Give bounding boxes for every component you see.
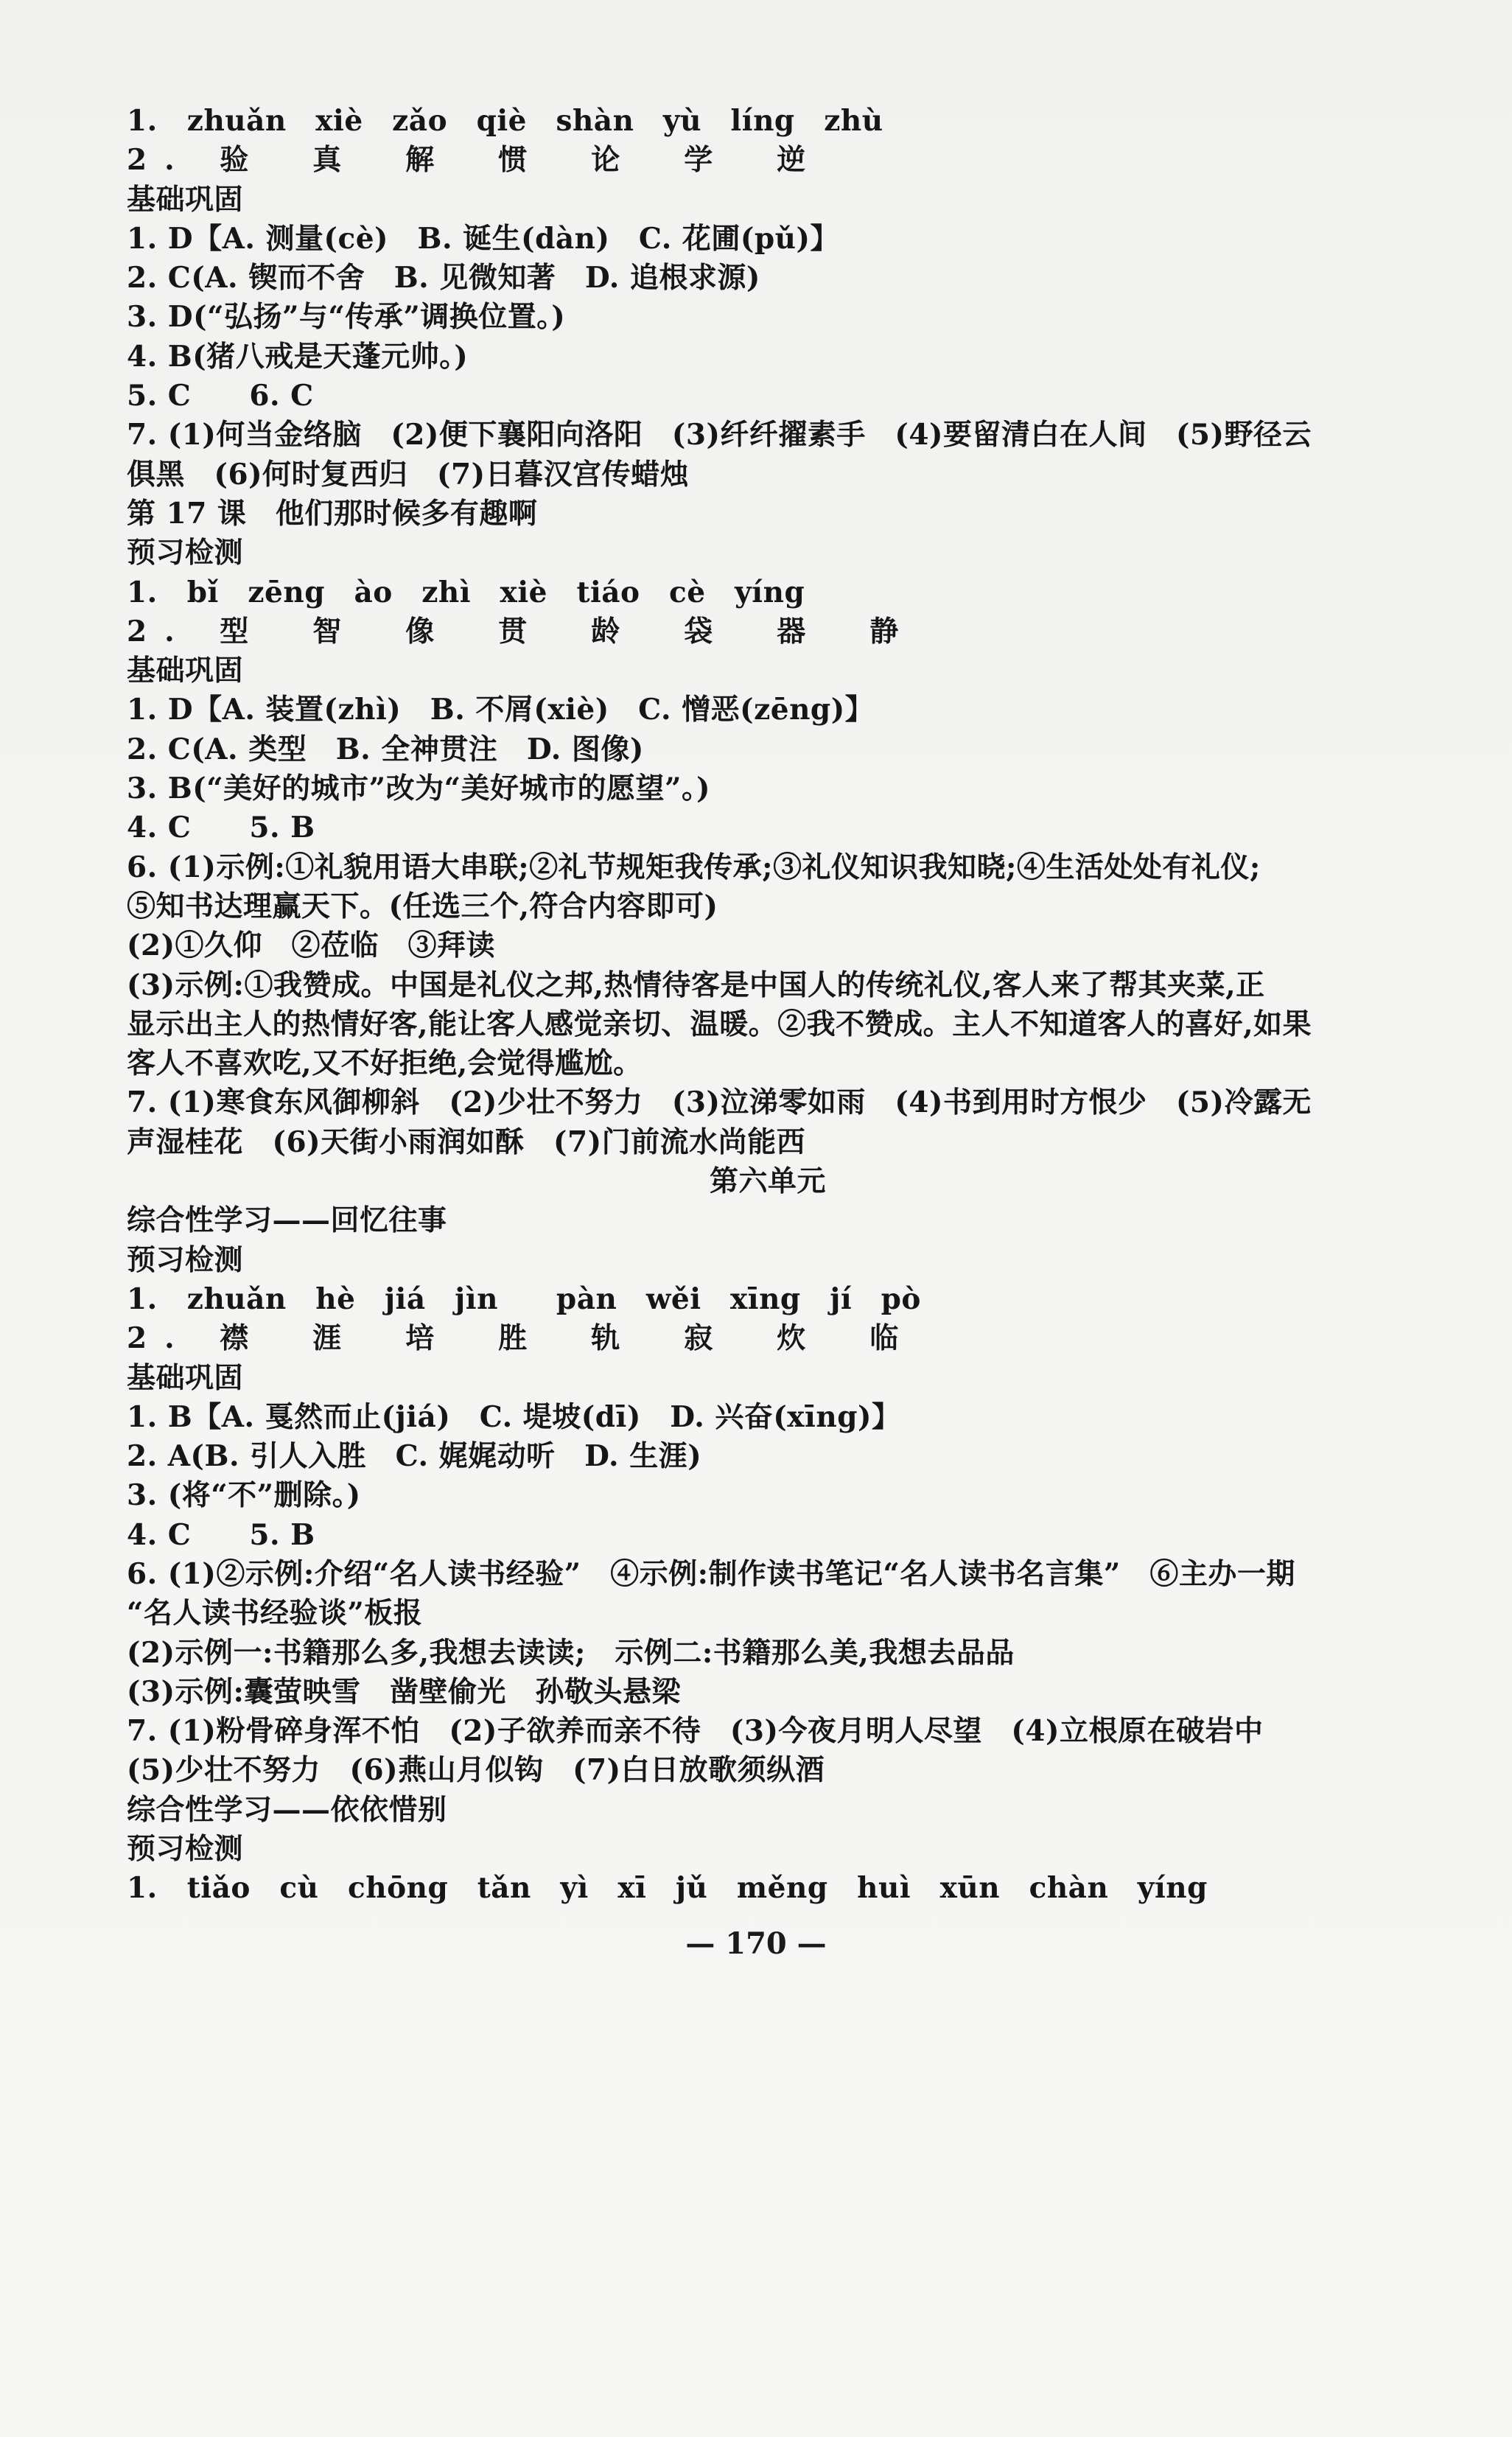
text-line: 1. D【A. 装置(zhì) B. 不屑(xiè) C. 憎恶(zēng)】	[127, 693, 875, 727]
section-heading: 预习检测	[127, 1242, 244, 1277]
unit-title: 第六单元	[709, 1164, 826, 1199]
text-line: 2. 型 智 像 贯 龄 袋 器 静	[127, 614, 917, 648]
text-line: 3. (将“不”删除。)	[127, 1478, 361, 1513]
section-heading: 基础巩固	[127, 654, 244, 688]
section-heading: 预习检测	[127, 1832, 244, 1867]
text-line: ⑤知书达理赢天下。(任选三个,符合内容即可)	[127, 889, 718, 923]
text-line: (5)少壮不努力 (6)燕山月似钩 (7)白日放歌须纵酒	[127, 1753, 825, 1788]
text-line: 2. 襟 涯 培 胜 轨 寂 炊 临	[127, 1321, 917, 1356]
text-line: 1. D【A. 测量(cè) B. 诞生(dàn) C. 花圃(pǔ)】	[127, 221, 839, 256]
text-line: 7. (1)寒食东风御柳斜 (2)少壮不努力 (3)泣涕零如雨 (4)书到用时方恨少 (5)冷露无	[127, 1085, 1312, 1120]
text-line: 俱黑 (6)何时复西归 (7)日暮汉宫传蜡烛	[127, 457, 690, 492]
section-heading: 基础巩固	[127, 1360, 244, 1395]
text-line: 4. B(猪八戒是天蓬元帅。)	[127, 339, 469, 374]
text-line: 2. C(A. 类型 B. 全神贯注 D. 图像)	[127, 732, 644, 766]
text-line: 显示出主人的热情好客,能让客人感觉亲切、温暖。②我不赞成。主人不知道客人的喜好,如果	[127, 1007, 1312, 1041]
lesson-title: 综合性学习——依依惜别	[127, 1792, 447, 1827]
text-line: 4. C 5. B	[127, 1517, 315, 1552]
text-line: 6. (1)②示例:介绍“名人读书经验” ④示例:制作读书笔记“名人读书名言集” ⑥主办一期	[127, 1556, 1295, 1591]
text-line: 客人不喜欢吃,又不好拒绝,会觉得尴尬。	[127, 1046, 643, 1081]
text-line: (3)示例:①我赞成。中国是礼仪之邦,热情待客是中国人的传统礼仪,客人来了帮其夹菜,正	[127, 968, 1265, 1002]
text-line: 6. (1)示例:①礼貌用语大串联;②礼节规矩我传承;③礼仪知识我知晓;④生活处处有礼仪;	[127, 850, 1261, 884]
section-heading: 基础巩固	[127, 182, 244, 217]
lesson-title: 综合性学习——回忆往事	[127, 1203, 447, 1238]
text-line: 1. zhuǎn hè jiá jìn pàn wěi xīng jí pò	[127, 1282, 921, 1316]
text-line: 3. B(“美好的城市”改为“美好城市的愿望”。)	[127, 772, 710, 806]
text-line: (2)①久仰 ②莅临 ③拜读	[127, 929, 496, 963]
text-line: (3)示例:囊萤映雪 凿壁偷光 孙敬头悬梁	[127, 1674, 681, 1709]
text-line: (2)示例一:书籍那么多,我想去读读; 示例二:书籍那么美,我想去品品	[127, 1635, 1015, 1670]
text-line: 1. tiǎo cù chōng tǎn yì xī jǔ měng huì xūn chàn yíng	[127, 1871, 1208, 1906]
text-line: 7. (1)粉骨碎身浑不怕 (2)子欲养而亲不待 (3)今夜月明人尽望 (4)立根原在破岩中	[127, 1714, 1264, 1749]
text-line: 7. (1)何当金络脑 (2)便下襄阳向洛阳 (3)纤纤擢素手 (4)要留清白在人间 (5)野径云	[127, 418, 1312, 452]
answer-text-block	[127, 102, 1409, 1909]
text-line: 1. bǐ zēng ào zhì xiè tiáo cè yíng	[127, 575, 805, 609]
text-line: 1. B【A. 戛然而止(jiá) C. 堤坡(dī) D. 兴奋(xīng)】	[127, 1399, 901, 1434]
text-line: 声湿桂花 (6)天街小雨润如酥 (7)门前流水尚能西	[127, 1125, 806, 1159]
text-line: 2. A(B. 引人入胜 C. 娓娓动听 D. 生涯)	[127, 1439, 702, 1474]
page-number: — 170 —	[685, 1926, 827, 1961]
text-line: 4. C 5. B	[127, 811, 315, 845]
text-line: 2. 验 真 解 惯 论 学 逆	[127, 143, 824, 178]
section-heading: 预习检测	[127, 536, 244, 570]
text-line: 2. C(A. 锲而不舍 B. 见微知著 D. 追根求源)	[127, 261, 760, 296]
text-line: 5. C 6. C	[127, 379, 314, 413]
text-line: “名人读书经验谈”板报	[127, 1596, 423, 1631]
lesson-title: 第 17 课 他们那时候多有趣啊	[127, 496, 538, 531]
text-line: 3. D(“弘扬”与“传承”调换位置。)	[127, 300, 566, 335]
text-line: 1. zhuǎn xiè zǎo qiè shàn yù líng zhù	[127, 104, 883, 138]
